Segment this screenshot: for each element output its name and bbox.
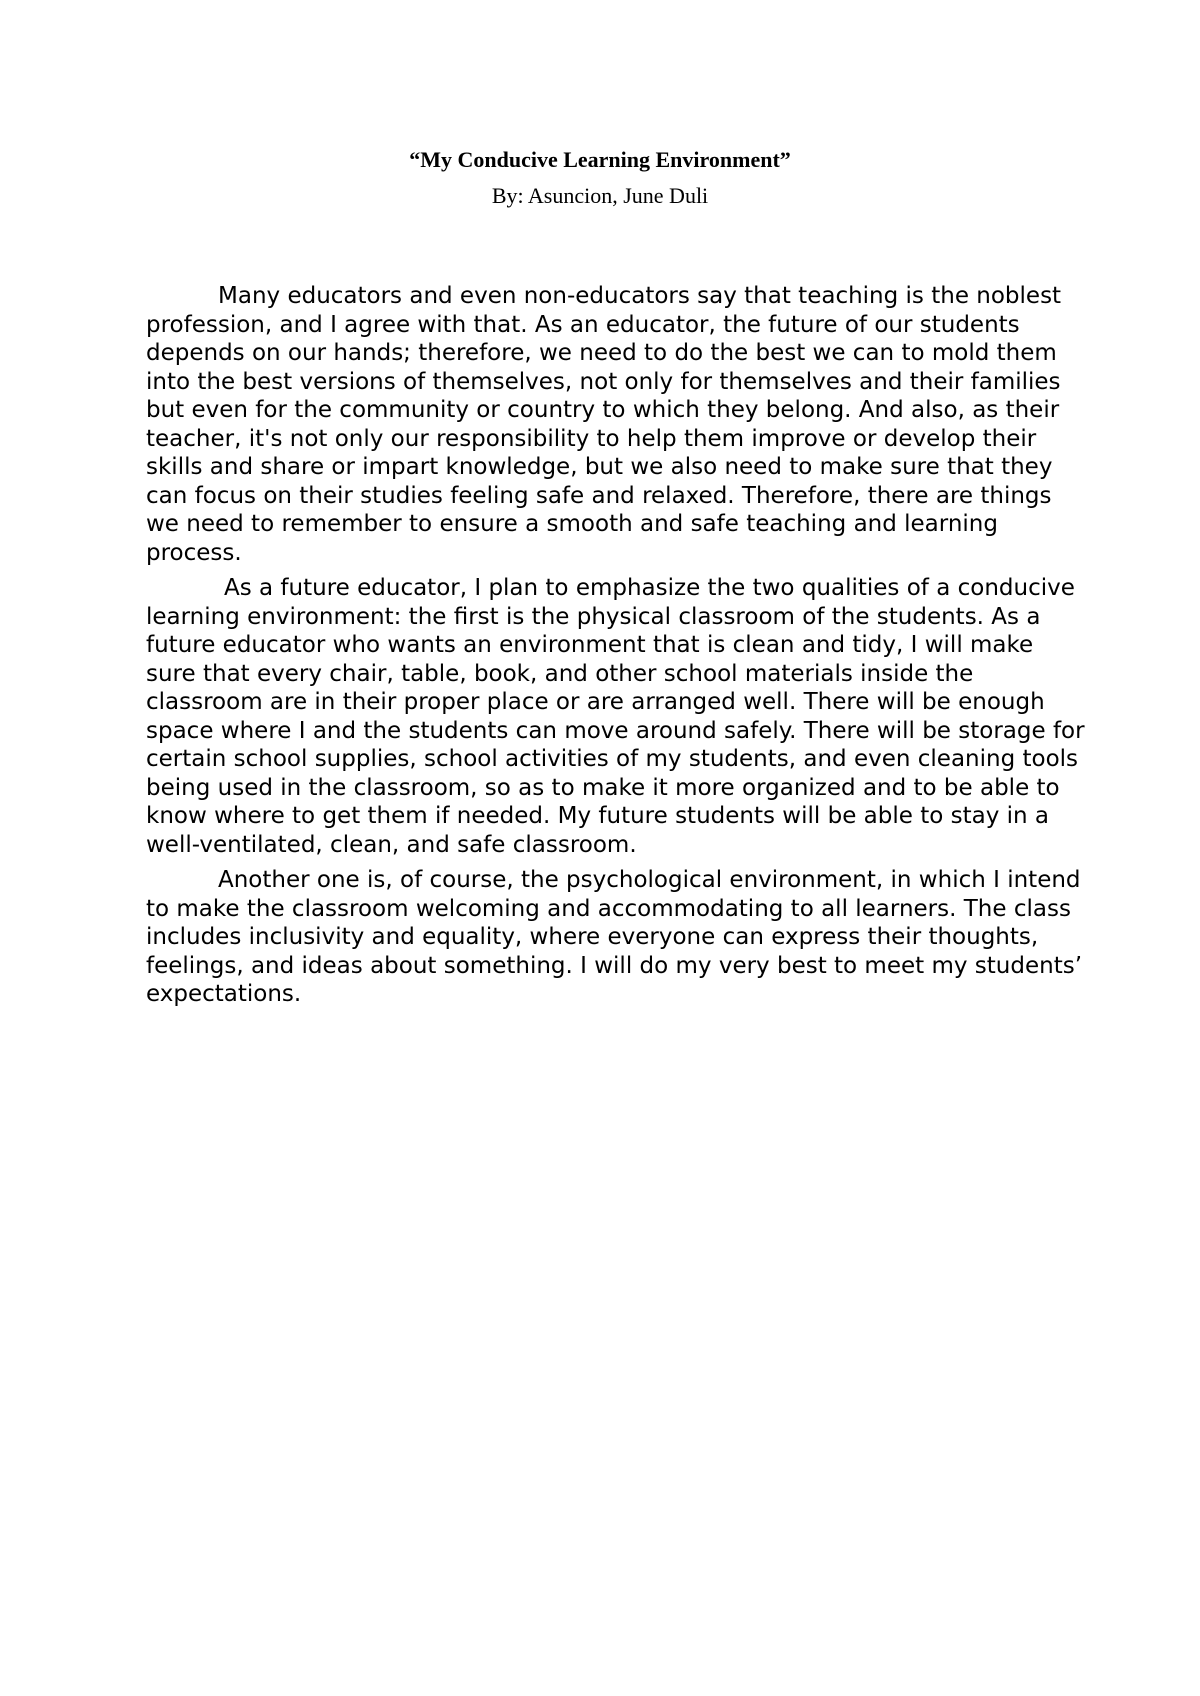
- essay-title: “My Conducive Learning Environment”: [409, 147, 791, 172]
- author-byline: By: Asuncion, June Duli: [491, 183, 709, 208]
- essay-body: [146, 282, 1086, 1016]
- paragraph-3: Another one is, of course, the psychological environment, in which I intend to make the classroom welcoming and accommodating to all learners. The class includes inclusivity and equality, where everyone can express their thoughts, feelings, and ideas about something. I will do my very best to meet my students’ expectations.: [146, 867, 1083, 1007]
- paragraph-1: Many educators and even non-educators say that teaching is the noblest profession, and I agree with that. As an educator, the future of our students depends on our hands; therefore, we need to do the best we can to mold them into the best versions of themselves, not only for themselves and their families but even for the community or country to which they belong. And also, as their teacher, it's not only our responsibility to help them improve or develop their skills and share or impart knowledge, but we also need to make sure that they can focus on their studies feeling safe and relaxed. Therefore, there are things we need to remember to ensure a smooth and safe teaching and learning process.: [146, 283, 1062, 566]
- paragraph-2: As a future educator, I plan to emphasize the two qualities of a conducive learning environment: the first is the physical classroom of the students. As a future educator who wants an environment that is clean and tidy, I will make sure that every chair, table, book, and other school materials inside the classroom are in their proper place or are arranged well. There will be enough space where I and the students can move around safely. There will be storage for certain school supplies, school activities of my students, and even cleaning tools being used in the classroom, so as to make it more organized and to be able to know where to get them if needed. My future students will be able to stay in a well-ventilated, clean, and safe classroom.: [146, 575, 1085, 858]
